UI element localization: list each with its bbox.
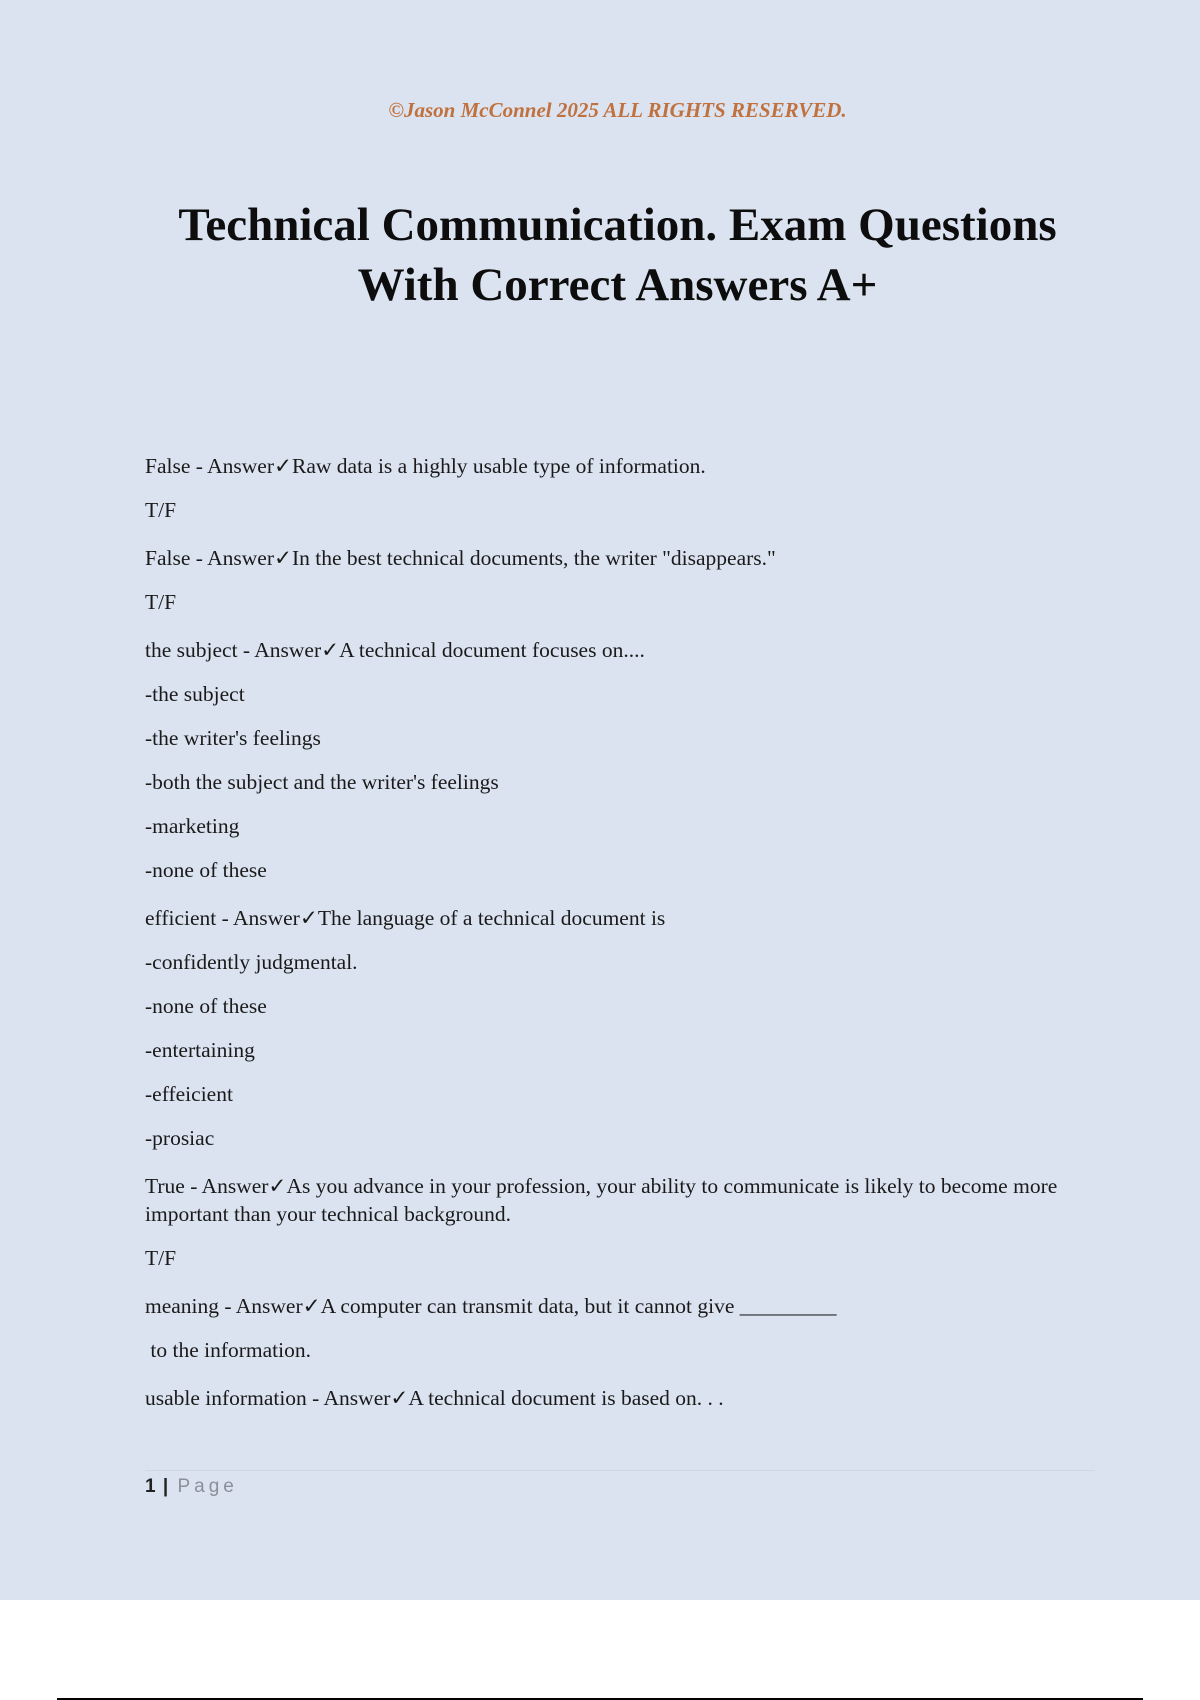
question-line: efficient - Answer✓The language of a technical document is: [145, 906, 666, 930]
document-title: [140, 195, 1095, 315]
option-line: -both the subject and the writer's feelings: [145, 770, 499, 794]
question-line: T/F: [145, 498, 177, 522]
page-label: Page: [177, 1476, 238, 1497]
option-line: -none of these: [145, 994, 267, 1018]
title-line-2: With Correct Answers A+: [357, 259, 878, 311]
question-line: True - Answer✓As you advance in your profession, your ability to communicate is likely to become more important than your technical background.: [145, 1174, 1058, 1226]
option-line: -the subject: [145, 682, 245, 706]
option-line: -the writer's feelings: [145, 726, 321, 750]
question-list: [145, 452, 1065, 1412]
option-line: -confidently judgmental.: [145, 950, 358, 974]
question-line: T/F: [145, 590, 177, 614]
title-line-1: Technical Communication. Exam Questions: [178, 199, 1057, 251]
question-line: False - Answer✓In the best technical documents, the writer "disappears.": [145, 546, 776, 570]
question-line: meaning - Answer✓A computer can transmit data, but it cannot give _________: [145, 1294, 837, 1318]
question-line: the subject - Answer✓A technical document focuses on....: [145, 638, 645, 662]
page-number: 1: [145, 1476, 156, 1497]
option-line: -prosiac: [145, 1126, 215, 1150]
question-line: usable information - Answer✓A technical document is based on. . .: [145, 1386, 724, 1410]
copyright-notice: ©Jason McConnel 2025 ALL RIGHTS RESERVED.: [388, 98, 847, 122]
option-line: -entertaining: [145, 1038, 255, 1062]
question-line: T/F: [145, 1246, 177, 1270]
footer-divider: [145, 1470, 1095, 1471]
question-line: to the information.: [145, 1338, 311, 1362]
page-footer: [145, 1475, 238, 1499]
option-line: -none of these: [145, 858, 267, 882]
question-line: False - Answer✓Raw data is a highly usable type of information.: [145, 454, 706, 478]
page-separator: |: [162, 1476, 169, 1497]
option-line: -marketing: [145, 814, 240, 838]
option-line: -effeicient: [145, 1082, 233, 1106]
